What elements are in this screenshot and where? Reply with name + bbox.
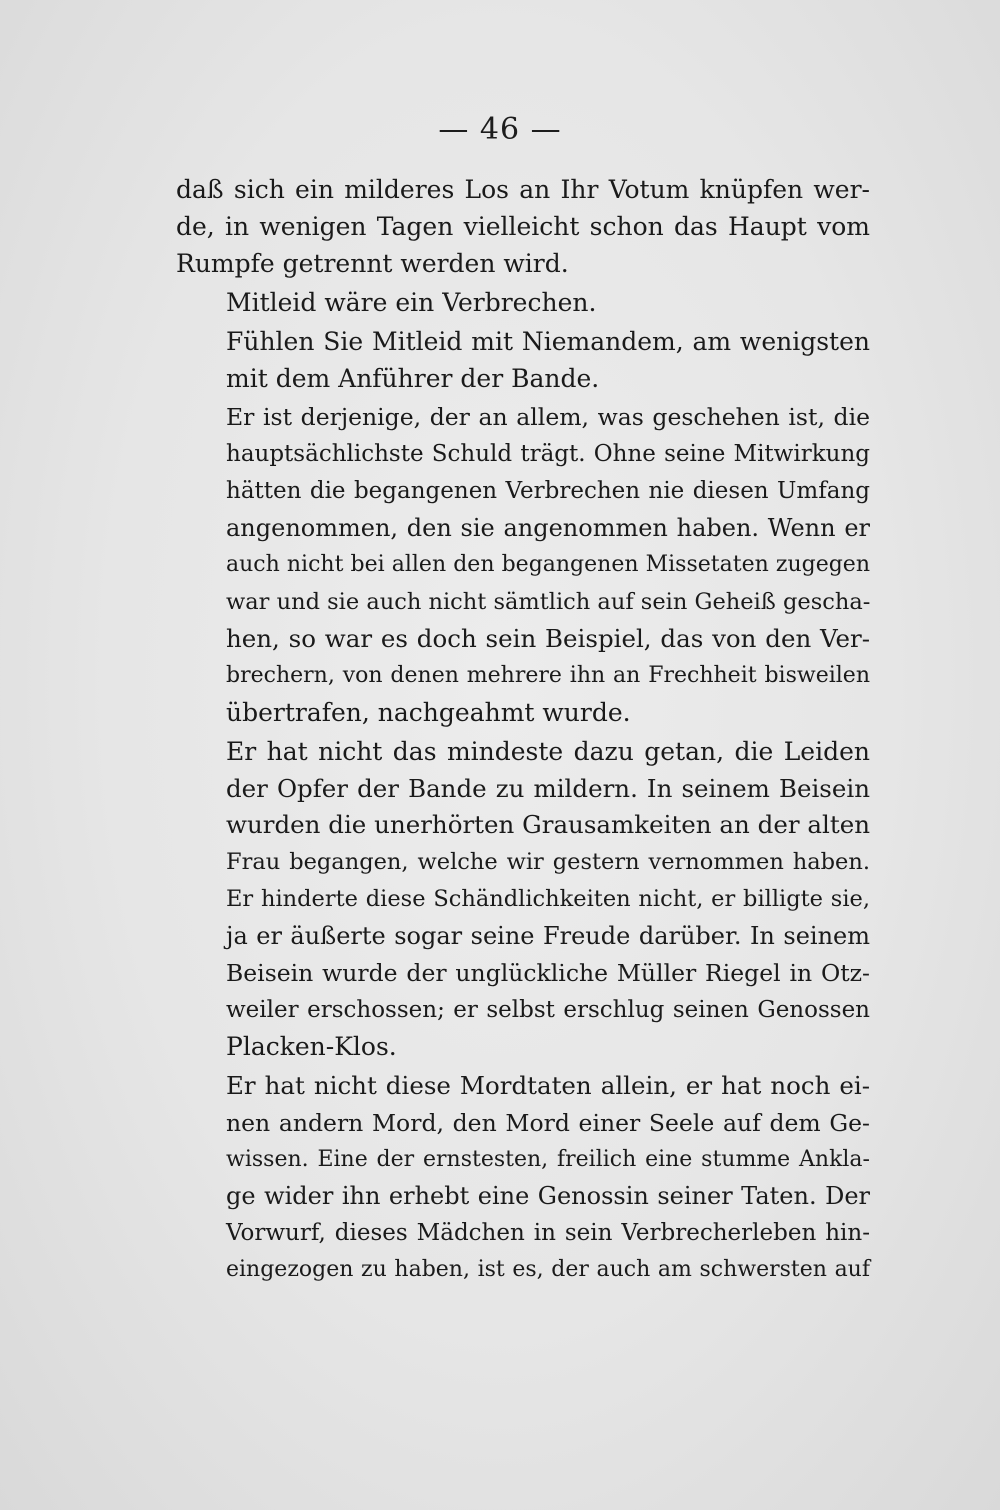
text-line: Beisein wurde der unglückliche Müller Riegel in Otz- [226, 959, 870, 988]
text-line: brechern, von denen mehrere ihn an Frechheit bisweilen [226, 662, 870, 688]
text-line: de, in wenigen Tagen vielleicht schon das Haupt vom [176, 211, 870, 241]
text-line: Frau begangen, welche wir gestern vernommen haben. [226, 849, 870, 876]
text-line: auch nicht bei allen den begangenen Missetaten zugegen [226, 552, 870, 578]
text-line: ja er äußerte sogar seine Freude darüber. In seinem [226, 922, 870, 951]
text-line: wissen. Eine der ernstesten, freilich eine stumme Ankla- [226, 1146, 870, 1172]
text-line: hätten die begangenen Verbrechen nie diesen Umfang [226, 478, 870, 505]
text-line: eingezogen zu haben, ist es, der auch am schwersten auf [226, 1257, 870, 1283]
text-line: Placken-Klos. [226, 1031, 397, 1061]
paragraph [176, 1068, 870, 1289]
paragraph [176, 734, 870, 1066]
paragraph [176, 324, 870, 398]
text-line: angenommen, den sie angenommen haben. Wenn er [226, 514, 870, 543]
text-line: Vorwurf, dieses Mädchen in sein Verbrecherleben hin- [226, 1220, 870, 1247]
text-line: daß sich ein milderes Los an Ihr Votum knüpfen wer- [176, 175, 870, 204]
paragraph [176, 172, 870, 283]
text-line: ge wider ihn erhebt eine Genossin seiner Taten. Der [226, 1182, 870, 1211]
text-line: Rumpfe getrennt werden wird. [176, 248, 569, 278]
text-line: mit dem Anführer der Bande. [226, 363, 600, 393]
text-line: hauptsächlichste Schuld trägt. Ohne seine Mitwirkung [226, 441, 870, 468]
text-line: Fühlen Sie Mitleid mit Niemandem, am wenigsten [226, 326, 870, 356]
text-line: weiler erschossen; er selbst erschlug seinen Genossen [226, 996, 870, 1023]
text-line: wurden die unerhörten Grausamkeiten an der alten [226, 810, 870, 840]
text-line: übertrafen, nachgeahmt wurde. [226, 697, 631, 727]
paragraph [176, 285, 870, 322]
paragraph [176, 399, 870, 731]
body-text [176, 172, 870, 1289]
text-line: Er hat nicht diese Mordtaten allein, er hat noch ei- [226, 1070, 870, 1100]
text-line: Er hat nicht das mindeste dazu getan, die Leiden [226, 736, 870, 766]
text-line: Er hinderte diese Schändlichkeiten nicht, er billigte sie, [226, 886, 870, 913]
text-line: nen andern Mord, den Mord einer Seele auf dem Ge- [226, 1108, 870, 1137]
page-number: — 46 — [438, 112, 562, 147]
text-line: der Opfer der Bande zu mildern. In seinem Beisein [226, 773, 870, 803]
text-line: war und sie auch nicht sämtlich auf sein Geheiß gescha- [226, 588, 871, 615]
text-line: hen, so war es doch sein Beispiel, das von den Ver- [226, 623, 870, 653]
text-line: Er ist derjenige, der an allem, was geschehen ist, die [226, 403, 870, 432]
text-line: Mitleid wäre ein Verbrechen. [226, 287, 597, 317]
